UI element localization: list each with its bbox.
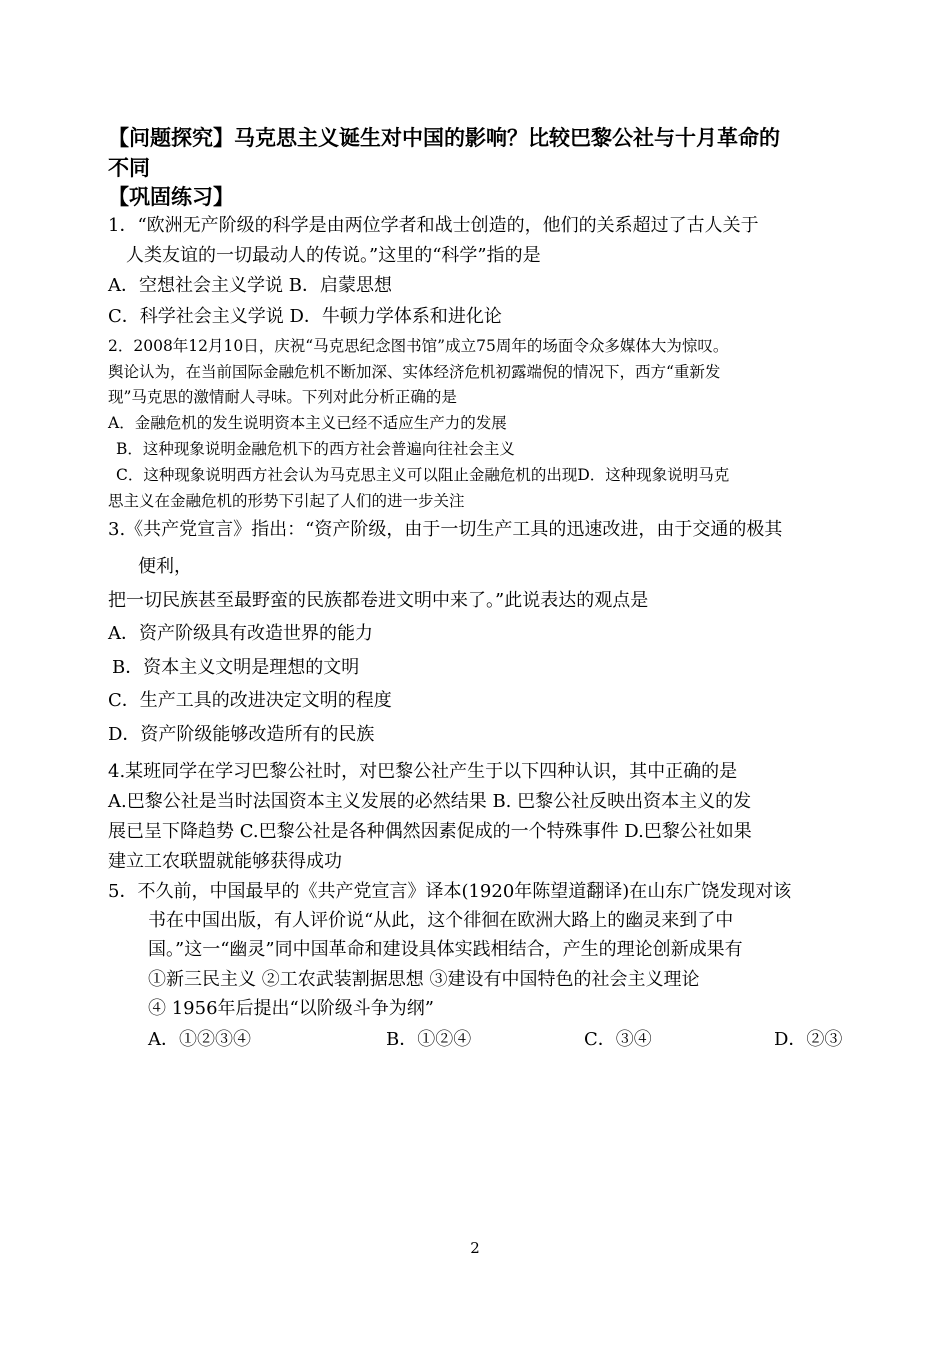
q2-option-cd: C．这种现象说明西方社会认为马克思主义可以阻止金融危机的出现D．这种现象说明马克	[116, 466, 730, 484]
q5-items-cont: ④ 1956年后提出“以阶级斗争为纲”	[148, 998, 434, 1019]
q1-options-ab: A．空想社会主义学说 B．启蒙思想	[108, 275, 392, 296]
q2-stem: 2．2008年12月10日，庆祝“马克思纪念图书馆”成立75周年的场面令众多媒体大为惊叹。	[108, 337, 729, 355]
section-heading-practice: 【巩固练习】	[108, 185, 234, 209]
q1-options-cd: C．科学社会主义学说 D．牛顿力学体系和进化论	[108, 306, 502, 327]
q3-option-c: C．生产工具的改进决定文明的程度	[108, 690, 392, 711]
q5-stem: 5．不久前，中国最早的《共产党宣言》译本(1920年陈望道翻译)在山东广饶发现对该	[108, 881, 792, 902]
q3-stem: 3.《共产党宣言》指出：“资产阶级，由于一切生产工具的迅速改进，由于交通的极其	[108, 519, 783, 540]
q5-stem-cont: 书在中国出版，有人评价说“从此，这个徘徊在欧洲大路上的幽灵来到了中	[148, 910, 734, 931]
q5-answer-options	[148, 1028, 848, 1052]
section-heading-problem-inquiry-cont: 不同	[108, 156, 150, 180]
q3-stem-cont: 便利，	[138, 556, 192, 577]
q5-stem-cont: 国。”这一“幽灵”同中国革命和建设具体实践相结合，产生的理论创新成果有	[148, 939, 743, 960]
q4-options-cont: 展已呈下降趋势 C.巴黎公社是各种偶然因素促成的一个特殊事件 D.巴黎公社如果	[108, 821, 752, 842]
q5-option-c: C．③④	[584, 1029, 652, 1050]
q3-option-b: B．资本主义文明是理想的文明	[112, 657, 360, 678]
q5-option-a: A．①②③④	[148, 1029, 251, 1050]
q2-option-d-cont: 思主义在金融危机的形势下引起了人们的进一步关注	[108, 492, 465, 510]
q5-option-b: B．①②④	[386, 1029, 472, 1050]
q1-stem-cont: 人类友谊的一切最动人的传说。”这里的“科学”指的是	[126, 245, 541, 266]
q3-stem-cont: 把一切民族甚至最野蛮的民族都卷进文明中来了。”此说表达的观点是	[108, 590, 649, 611]
section-heading-problem-inquiry: 【问题探究】马克思主义诞生对中国的影响？比较巴黎公社与十月革命的	[108, 126, 780, 150]
q2-option-a: A．金融危机的发生说明资本主义已经不适应生产力的发展	[108, 414, 507, 432]
q1-stem: 1．“欧洲无产阶级的科学是由两位学者和战士创造的，他们的关系超过了古人关于	[108, 215, 759, 236]
q3-option-d: D．资产阶级能够改造所有的民族	[108, 724, 375, 745]
q3-option-a: A．资产阶级具有改造世界的能力	[108, 623, 373, 644]
page-number: 2	[470, 1239, 480, 1257]
q4-options: A.巴黎公社是当时法国资本主义发展的必然结果 B. 巴黎公社反映出资本主义的发	[108, 791, 752, 812]
q4-stem: 4.某班同学在学习巴黎公社时，对巴黎公社产生于以下四种认识，其中正确的是	[108, 761, 738, 782]
q2-option-b: B．这种现象说明金融危机下的西方社会普遍向往社会主义	[116, 440, 515, 458]
q5-items: ①新三民主义 ②工农武装割据思想 ③建设有中国特色的社会主义理论	[148, 969, 700, 990]
q4-options-cont: 建立工农联盟就能够获得成功	[108, 851, 342, 872]
q5-option-d: D．②③	[774, 1029, 843, 1050]
q2-stem-cont: 现”马克思的激情耐人寻味。下列对此分析正确的是	[108, 388, 457, 406]
q2-stem-cont: 舆论认为，在当前国际金融危机不断加深、实体经济危机初露端倪的情况下，西方“重新发	[108, 363, 721, 381]
